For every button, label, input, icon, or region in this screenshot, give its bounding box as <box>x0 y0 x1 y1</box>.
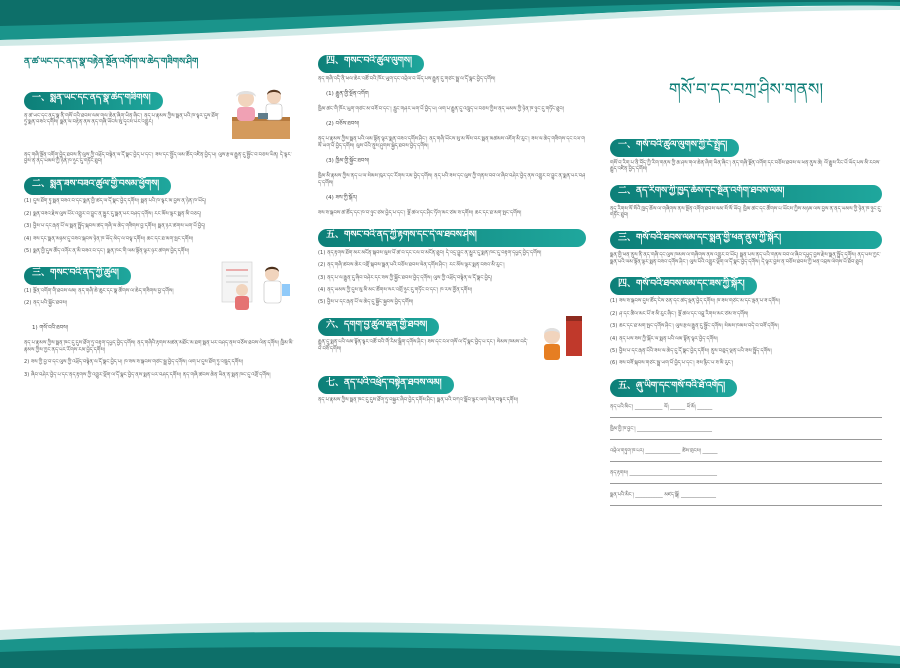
section-4-item-3-text: ཁྱིམ་མི་རྣམས་ཀྱིས་ནད་པ་ལ་སེམས་ཁུར་དང་རོགས་རམ་བྱེད་དགོས། ནད་པའི་ཟས་དང་ལུས་ཀྱི་གནས་བབ་ལ་ཞིབ་བཤེར་བྱེད་ནས་འགྱུར་བ་བྱུང་ན་སྨན་པར་བཤད་དགོས། <box>318 173 586 186</box>
section-3-subhead: 1) གསོ་བའི་ཐབས། <box>32 325 69 332</box>
form-line-5: སྨན་པའི་མིང་། ___________ མཛད་སྒོ། ______________ <box>610 489 882 506</box>
section-4-intro: ནད་གཞི་འདི་ནི་ཕལ་ཆེར་འཚོ་བའི་ཁོར་ཡུག་དང་འབྲེལ་བ་ཡོད་པས་རྒྱུན་དུ་གཙང་སྦྲ་ལ་དོ་སྣང་བྱེད་དགོས། <box>318 75 496 82</box>
section-4-item-1-text: ཁྱིམ་ཚང་གི་ཁོར་ཡུག་གཙང་མ་བཟོ་བ་དང་། རླུང་གཤར་ཡག་པོ་བྱེད་པ། ལག་པ་རྒྱུན་དུ་འཁྲུད་པ་བཅས་ཀྱིས་ནད་ཡམས་ཀྱི་ཉེན་ཁ་ཉུང་དུ་གཏོང་ཐུབ། <box>318 105 564 112</box>
middle-column <box>318 48 586 610</box>
right-section-4-item-3: (3) ཆང་དང་ཐ་མག་སྤང་དགོས་ཤིང་། ལུས་རྩལ་རྒྱུན་དུ་སྦྱོང་དགོས། སེམས་ཁམས་བདེ་བ་བཟོ་དགོས། <box>610 323 779 330</box>
section-4-item-4-heading: (4) ཟས་ཀྱི་སྐོར། <box>326 194 358 201</box>
section-2-item-5: (5) སྨན་གྱི་དུས་ཚོད་འགོར་ན་མི་བཟའ་བ་དང་། སྨན་ཁང་གི་ལམ་སྟོན་ལྟར་ཉར་ཚགས་བྱེད་དགོས། <box>24 247 190 254</box>
right-section-1-text: གསོ་བ་རིག་པ་ནི་བོད་ཀྱི་རིག་གནས་ཀྱི་ཆ་ཤས་གལ་ཆེན་ཞིག་ཡིན་ཞིང་། ནད་གཞི་སྔོན་འགོག་དང་བཅོས་ཐབས་ལ་ཕན་ནུས་ཆེ། ལོ་རྒྱུས་རིང་པོ་ཡོད་པས་མི་རབས་རྒྱུད་འཛིན་བྱེད་དགོས། <box>610 159 881 172</box>
section-2-label: 二、སྨན་ཟས་བཟའ་ཚུལ་གྱི་བསམ་ཕྱོགས། <box>24 177 171 195</box>
section-7-label: 七、ནད་པའི་འཕྲོད་བསྟེན་ཐབས་ལམ། <box>318 376 454 394</box>
right-section-4-item-4: (4) ནད་པས་ཟས་ཀྱི་སྐོར་ལ་སྨན་པའི་ལམ་སྟོན་ལྟར་བྱེད་དགོས། <box>610 335 718 342</box>
section-7-text: ནད་པ་རྣམས་ཀྱིས་སྨན་ཁང་དུ་དུས་ཐོག་ཏུ་བསྐྱར་ཞིབ་བྱེད་དགོས་ཤིང་། སྨན་པའི་བཀའ་སློབ་ལྟར་ལག་ལེན་བསྟར་དགོས། <box>318 397 519 404</box>
section-3-item-1: (1) སྔོན་འགོག་གི་ཐབས་ལམ། ནད་གཞི་ཆེ་ཆུང་དང་སྣ་ཚོགས་ལ་ཆེད་གཟིགས་བྱ་དགོས། <box>24 287 174 294</box>
section-4-item-3-heading: (3) ཁྱིམ་གྱི་སྐྱོང་ཐབས། <box>326 158 370 165</box>
left-column <box>24 48 294 610</box>
top-wave-band <box>0 0 900 52</box>
right-section-3-label: 三、གསོ་བའི་ཐབས་ལམ་དང་སྨན་གྱི་ཕན་ནུས་ཀྱི་སྐོར། <box>610 231 882 249</box>
section-5-item-1: (1) ནད་རྟགས་ཐོག་མར་མངོན་སྐབས་ལུས་པོ་ཚ་བ་དང་ངལ་བ་མངོན་ཐུབ། དེ་འདྲ་བྱུང་ན་མྱུར་དུ་སྨན་ཁང་དུ་བརྟག་དཔྱད་བྱེད་དགོས། <box>318 249 542 256</box>
consultation-illustration <box>220 260 294 316</box>
doctor-patient-illustration <box>228 85 294 145</box>
right-section-4-item-6: (6) ཟས་བཟོ་སྐབས་གཙང་སྦྲ་ཡག་པོ་བྱེད་པ་དང་། ཟས་རྙིང་པ་ཟ་མི་རུང་། <box>610 360 734 367</box>
section-5-item-4: (4) ནད་ཡམས་ཀྱི་དུས་སུ་མི་མང་ཚོགས་སར་འགྲོ་ཉུང་དུ་གཏོང་བ་དང་། ཁ་རས་གྱོན་དགོས། <box>318 287 473 294</box>
section-2-item-2: (2) སྨན་བཟའ་རྗེས་ལུས་པོར་འགྱུར་བ་བྱུང་ན་མྱུར་དུ་སྨན་པར་བཤད་དགོས། རང་མོས་ལྟར་སྨན་མི་བཅད། <box>24 210 202 217</box>
section-1-paragraph-1: ན་ཚ་ཡང་དང་ནད་སྣ་ནི་གསོ་བའི་ཐབས་ལམ་གལ་ཆེན་ཞིག་ཡིན་ཞིང་། ནད་པ་རྣམས་ཀྱིས་སྨན་པའི་ཁ་ལྟར་དུས་ཐོག་ཏུ་སྨན་བཟའ་དགོས། སྨན་ལ་བརྟེན་ནས་ནད་གཞི་ཡོངས་སུ་དྭངས་པར་འགྱུར། <box>24 112 220 125</box>
section-3-paragraph-3: 3) ཞིབ་བཤེར་བྱེད་པ་དང་ནད་རྟགས་ཀྱི་འགྱུར་ལྡོག་ལ་དོ་སྣང་བྱེད་ནས་སྨན་པར་བཤད་དགོས། ནད་གཞི་ཚབས་ཆེན་ཡིན་ན་སྨན་ཁང་དུ་འགྲོ་དགོས། <box>24 371 271 378</box>
section-3-item-2: (2) ནད་པའི་སྐྱོང་ཐབས། <box>24 300 68 307</box>
section-2-item-4: (4) ཟས་དང་སྨན་མཉམ་དུ་བཟའ་སྐབས་ཉེན་ཁ་ཡོད་མེད་ལ་བལྟ་དགོས། ཆང་དང་ཐ་མག་སྤང་དགོས། <box>24 235 194 242</box>
section-4-item-2-heading: (2) བཅོས་ཐབས། <box>326 121 360 128</box>
section-4-label: 四、གསང་བའི་ཚུལ་ལུགས། <box>318 55 424 73</box>
form-line-1: ནད་པའི་མིང་། ___________ ལོ། ______ ཕོ་མོ། ______ <box>610 401 882 418</box>
elderly-couple-illustration <box>536 312 586 366</box>
form-line-3: འབྲེལ་གཏུག་ཁ་པར། ______________ ཚེས་གྲངས། ______ <box>610 445 882 462</box>
right-section-4-label: 四、གསོ་བའི་ཐབས་ལམ་དང་ཟས་ཀྱི་སྐོར། <box>610 277 757 295</box>
section-5-item-5: (5) བྱིས་པ་དང་རྒན་པོ་ལ་ཆེད་དུ་སྐྱོང་སྐྱབས་བྱེད་དགོས། <box>318 299 414 306</box>
form-line-2: ཁྱིམ་གྱི་ཁ་བྱང་། ______________________________ <box>610 423 882 440</box>
section-1-paragraph-2: ནད་གཞི་སྔོན་འགོག་བྱེད་ཐབས་ནི་ལུས་ཀྱི་འཕྲོད་བསྟེན་ལ་དོ་སྣང་བྱེད་པ་དང་། ཟས་དང་སྤྱོད་ལམ་ཚོད་འཛིན་བྱེད་པ། ལུས་རྩལ་རྒྱུན་དུ་སྦྱོང་བ་བཅས་ཡིན། དེ་ལྟར་བྱས་ན་ནད་ཡམས་ཀྱི་ཉེན་ཁ་ཉུང་དུ་གཏོང་ཐུབ། <box>24 152 292 165</box>
section-3-paragraph-2: 2) ཟས་ཀྱི་བྱ་བ་དང་ལུས་ཀྱི་འཕྲོད་བསྟེན་ལ་དོ་སྣང་བྱེད་པ། ཁ་ཟས་ཟ་སྐབས་གཙང་སྦྲ་བྱེད་དགོས། ལག་པ་དུས་ཐོག་ཏུ་འཁྲུད་དགོས། <box>24 359 243 366</box>
section-1-label: 一、སྨན་ཡང་དང་ནད་སྣ་ཆེད་གཟིགས། <box>24 92 163 110</box>
bottom-wave-band <box>0 608 900 668</box>
right-section-4-item-2: (2) ཤ་དང་ཚིལ་མང་པོ་ཟ་མི་རུང་ཞིང་། སྔོ་ཚལ་དང་འབྲུ་རིགས་མང་ཙམ་ཟ་དགོས། <box>610 310 749 317</box>
section-6-text: རྒྱུན་དུ་སྨན་པའི་ལམ་སྟོན་ལྟར་འཚོ་བའི་གོ་རིམ་སྒྲིག་དགོས་ཤིང་། ཟས་དང་ངལ་གསོ་ལ་དོ་སྣང་བྱེད་པ་དང་། སེམས་ཁམས་བདེ་བ་བཟོ་དགོས། <box>318 339 528 352</box>
section-6-label: 六、དགག་བྱ་ཚུལ་ལྡན་གྱི་ཐབས། <box>318 318 439 336</box>
document-title: གསོ་བ་དང་བཀྲ་ཤིས་གནས། <box>668 80 824 100</box>
right-section-3-text: སྨན་གྱི་ཕན་ནུས་ནི་ནད་གཞི་དང་ལུས་ཁམས་ལ་གཞིགས་ནས་འགྱུར་བ་ཡོད། སྨན་པས་ནད་པའི་གནས་བབ་ལ་ཞིབ་དཔྱད་བྱས་རྗེས་སྨན་སྤྲོད་དགོས། ནད་པས་ཀྱང་སྨན་པའི་ལམ་སྟོན་ལྟར་སྨན་བཟའ་དགོས་ཤིང་། ལུས་པོའི་འགྱུར་ལྡོག་ལ་དོ་སྣང་བྱེད་དགོས། དེ་ལྟར་བྱས་ན་བཅོས་ཐབས་ཀྱི་ཕན་འབྲས་ལེགས་པོ་ཐོབ་ཐུབ། <box>610 252 881 265</box>
section-3-paragraph-1: ནད་པ་རྣམས་ཀྱིས་སྨན་ཁང་དུ་དུས་ཐོག་ཏུ་བརྟག་དཔྱད་བྱེད་དགོས། ནད་གཞིའི་རྟགས་མཚན་མཐོང་མ་ཐག་སྨན་པར་བཤད་ནས་བཅོས་ཐབས་ལེན་དགོས། ཁྱིམ་མི་རྣམས་ཀྱིས་ཀྱང་ནད་པར་རོགས་རམ་བྱེད་དགོས། <box>24 340 294 353</box>
left-headline: ན་ཚ་ཡང་དང་ནད་སྣ་བརྟེན་སྔོན་འགོག་ལ་ཆེད་གཟིགས་ཤིག <box>24 57 199 67</box>
section-5-item-3: (3) ནད་པ་ལ་རྒྱུན་དུ་ཞིབ་བཤེར་དང་ཟས་ཀྱི་སྐྱོང་ཐབས་བྱེད་དགོས། ལུས་ཀྱི་འཕྲོད་བསྟེན་ལ་དོ་སྣང་བྱེད། <box>318 274 492 281</box>
right-column <box>610 48 882 610</box>
form-line-4: ནད་རྟགས། ___________________________________ <box>610 467 882 484</box>
section-3-label: 三、གསང་བའི་ནད་ཀྱི་ཚུལ། <box>24 267 131 285</box>
section-2-item-3: (3) བྱིས་པ་དང་རྒན་པོ་ལ་སྨན་སྤྲོད་སྐབས་ཚད་གཞི་ལ་ཆེད་གཟིགས་བྱ་དགོས། སྨན་ཉར་ཚགས་ཡག་པོ་བྱེད། <box>24 223 206 230</box>
right-section-2-label: 二、ནད་རིགས་ཀྱི་ཁྱད་ཆོས་དང་སྔོན་འགོག་ཐབས་ལམ། <box>610 185 882 203</box>
right-section-1-label: 一、གསོ་བའི་ཚུལ་ལུགས་ཀྱི་ངོ་སྤྲོད། <box>610 139 739 157</box>
right-section-5-label: 五、ཞུ་ཡིག་དང་གསོ་བའི་ཐོ་འགོད། <box>610 379 737 397</box>
section-4-item-4-text: ཟས་ཟ་སྐབས་ཚ་ཚོད་དང་ཁ་བ་ཉུང་ཙམ་བྱེད་པ་དང་། སྔོ་ཚལ་དང་ཤིང་ཏོག་མང་ཙམ་ཟ་དགོས། ཆང་དང་ཐ་མག་སྤང་དགོས། <box>318 209 522 216</box>
right-section-2-text: ནད་རིགས་སོ་སོའི་ཁྱད་ཆོས་ལ་གཞིགས་ནས་སྔོན་འགོག་ཐབས་ལམ་སོ་སོ་ཡོད། ཁྱིམ་ཚང་དང་ཚོགས་པ་ཡོངས་ཀྱིས་མཉམ་ལས་བྱས་ན་ནད་ཡམས་ཀྱི་ཉེན་ཁ་ཉུང་དུ་གཏོང་ཐུབ། <box>610 205 882 219</box>
right-section-4-item-1: (1) ཟས་ཟ་སྐབས་དུས་ཚོད་ངེས་ཅན་དང་ཚད་ལྡན་བྱེད་དགོས། ཁ་ཟས་གཙང་མ་དང་ལྡན་པ་ཟ་དགོས། <box>610 298 780 305</box>
section-4-item-1-heading: (1) རྒྱུན་གྱི་སྔོན་འགོག <box>326 90 369 97</box>
section-4-item-2-text: ནད་པ་རྣམས་ཀྱིས་སྨན་པའི་ལམ་སྟོན་ལྟར་སྨན་བཟའ་དགོས་ཤིང་། ནད་གཞི་ཡོངས་སུ་མ་སོས་བར་སྨན་མཚམས་འཇོག་མི་རུང་། ཟས་ལ་ཆེད་གཟིགས་དང་ངལ་གསོ་ཡག་པོ་བྱེད་དགོས། ལུས་པོའི་ནུས་ཤུགས་སྐྱེད་ཐབས་བྱེད་དགོས། <box>318 136 585 149</box>
right-section-4-item-5: (5) བྱིས་པ་དང་རྒན་པོའི་ཟས་ལ་ཆེད་དུ་དོ་སྣང་བྱེད་དགོས། ནུས་བཅུད་ལྡན་པའི་ཟས་སྤྲོད་དགོས། <box>610 348 772 355</box>
section-5-label: 五、གསང་བའི་ནད་ཀྱི་རྟགས་དང་དེ་ལ་ཐབས་ཤེས། <box>318 229 586 247</box>
section-5-item-2: (2) ནད་གཞི་ཚབས་ཆེར་འགྲོ་སྐབས་སྨན་པའི་བཅོས་ཐབས་ལེན་དགོས་ཤིང་། རང་མོས་ལྟར་སྨན་བཟའ་མི་རུང་། <box>318 262 505 269</box>
section-2-item-1: (1) དུས་ཐོག་ཏུ་སྨན་བཟའ་བ་དང་སྨན་གྱི་ཚད་ལ་དོ་སྣང་བྱེད་དགོས། སྨན་པའི་ཁ་ལྟར་མ་བྱས་ན་ཉེན་ཁ་ཡོད། <box>24 198 207 205</box>
